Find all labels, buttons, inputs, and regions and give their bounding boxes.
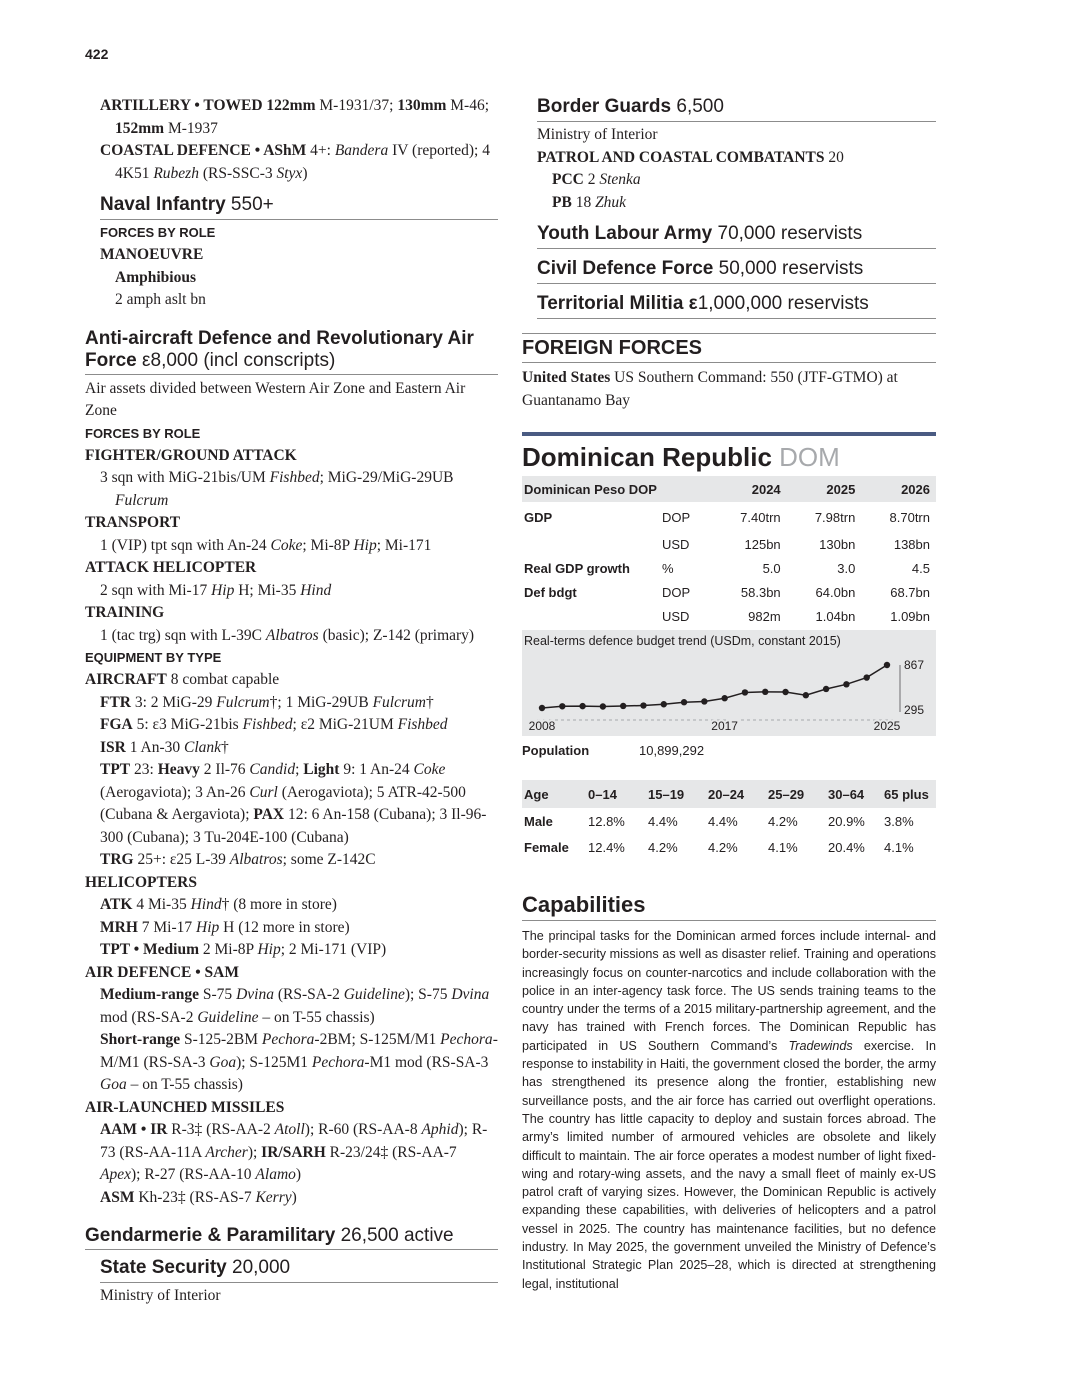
air-defence-category: AIR DEFENCE • SAM bbox=[85, 963, 239, 981]
chart-point bbox=[701, 698, 707, 704]
table-row: Def bdgt DOP 58.3bn 64.0bn 68.7bn bbox=[524, 584, 930, 600]
patrol-category: PATROL AND COASTAL COMBATANTS 20 bbox=[537, 148, 844, 166]
budget-trend-chart bbox=[522, 630, 936, 736]
chart-point bbox=[843, 681, 849, 687]
chart-series-line bbox=[542, 665, 887, 708]
forces-by-role-label: FORCES BY ROLE bbox=[100, 225, 216, 240]
air-launched-missiles-category: AIR-LAUNCHED MISSILES bbox=[85, 1098, 285, 1116]
table-row: Female 12.4% 4.2% 4.2% 4.1% 20.4% 4.1% bbox=[524, 839, 914, 855]
coastal-defence-entry: COASTAL DEFENCE • AShM 4+: Bandera IV (reported); 4 4K51 Rubezh (RS-SSC-3 Styx) bbox=[100, 142, 490, 182]
chart-point bbox=[864, 674, 870, 680]
aircraft-entry: AIRCRAFT 8 combat capable bbox=[85, 671, 280, 688]
chart-x-tick-label: 2017 bbox=[711, 719, 738, 733]
age-table-header: Age 0–14 15–19 20–24 25–29 30–64 65 plus bbox=[522, 780, 936, 808]
chart-point bbox=[803, 692, 809, 698]
heli-mrh-entry: MRH 7 Mi-17 Hip H (12 more in store) bbox=[100, 918, 350, 936]
pcc-entry: PCC 2 Stenka bbox=[552, 171, 641, 188]
chart-point bbox=[661, 701, 667, 707]
page-number: 422 bbox=[85, 46, 109, 62]
transport-unit: 1 (VIP) tpt sqn with An-24 Coke; Mi-8P Hip; Mi-171 bbox=[100, 536, 432, 554]
chart-plot bbox=[522, 630, 936, 736]
amphibious-unit: 2 amph aslt bn bbox=[115, 291, 206, 308]
foreign-forces-entry: United States US Southern Command: 550 (JTF-GTMO) at Guantanamo Bay bbox=[522, 369, 898, 409]
ad-short-entry: Short-range S-125-2BM Pechora-2BM; S-125M/M1 Pechora-M/M1 (RS-SA-3 Goa); S-125M1 Pechora-M1 mod (RS-SA-3 Goa – on T-55 chassis) bbox=[100, 1031, 498, 1093]
chart-point bbox=[620, 703, 626, 709]
chart-point bbox=[579, 703, 585, 709]
left-column bbox=[85, 95, 498, 1308]
chart-point bbox=[782, 689, 788, 695]
heli-atk-entry: ATK 4 Mi-35 Hind† (8 more in store) bbox=[100, 896, 337, 913]
gendarmerie-heading: Gendarmerie & Paramilitary 26,500 active bbox=[85, 1225, 498, 1250]
economic-table-header: Dominican Peso DOP 2024 2025 2026 bbox=[522, 476, 936, 502]
population-row: Population 10,899,292 bbox=[522, 743, 705, 758]
manoeuvre-label: MANOEUVRE bbox=[100, 246, 204, 263]
fga-category: FIGHTER/GROUND ATTACK bbox=[85, 446, 297, 464]
territorial-militia-heading: Territorial Militia ε1,000,000 reservists bbox=[537, 292, 936, 319]
country-title: Dominican Republic DOM bbox=[522, 442, 840, 472]
table-row: GDP DOP 7.40trn 7.98trn 8.70trn bbox=[524, 509, 930, 525]
state-security-heading: State Security 20,000 bbox=[100, 1256, 498, 1283]
chart-point bbox=[823, 686, 829, 692]
table-row: Real GDP growth % 5.0 3.0 4.5 bbox=[524, 560, 930, 576]
heli-tpt-entry: TPT • Medium 2 Mi-8P Hip; 2 Mi-171 (VIP) bbox=[100, 941, 387, 958]
capabilities-text: The principal tasks for the Dominican armed forces include internal- and border-security missions as well as disaster relief. Training and operations increasingly focus on counter-narcotics and include collaboration with the police in an inter-agency task force. The US sends training teams to the country under the terms of a 2015 military-partnership agreement, and the navy has trained with French forces. The Dominican Republic has participated in US Southern Command’s Tradewinds exercise. In response to instability in Haiti, the government closed the border, the army has strengthened its presence along the frontier, establishing new surveillance posts, and the air force has carried out overflight operations. The country has little capacity to deploy and sustain forces abroad. The army’s limited number of armoured vehicles are obsolete and likely difficult to maintain. The air force operates a modest number of light fixed-wing and rotary-wing assets, and the navy a small fleet of mainly ex-US patrol craft of varying sizes. However, the Dominican Republic is actively expanding these capabilities, with deliveries of helicopters and a patrol vessel in 2025. The country has maintenance facilities, but no defence industry. In May 2025, the government unveiled the Ministry of Defence’s Institutional Strategic Plan 2025–28, which is directed at strengthening legal, institutional bbox=[522, 929, 936, 1291]
aam-entry: AAM • IR R-3‡ (RS-AA-2 Atoll); R-60 (RS-AA-8 Aphid); R-73 (RS-AA-11A Archer); IR/SARH R-23/24‡ (RS-AA-7 Apex); R-27 (RS-AA-10 Alamo) bbox=[100, 1121, 488, 1183]
ad-medium-entry: Medium-range S-75 Dvina (RS-SA-2 Guideline); S-75 Dvina mod (RS-SA-2 Guideline – on T-55 chassis) bbox=[100, 986, 490, 1026]
right-column bbox=[522, 95, 936, 1293]
chart-point bbox=[742, 689, 748, 695]
chart-x-tick-label: 2008 bbox=[528, 719, 556, 733]
chart-max-label: 867 bbox=[904, 658, 925, 672]
border-guards-ministry: Ministry of Interior bbox=[537, 126, 658, 143]
artillery-entry: ARTILLERY • TOWED 122mm M-1931/37; 130mm M-46; 152mm M-1937 bbox=[100, 97, 490, 137]
youth-labour-heading: Youth Labour Army 70,000 reservists bbox=[537, 222, 936, 249]
trg-entry: TRG 25+: ε25 L-39 Albatros; some Z-142C bbox=[100, 851, 376, 868]
chart-min-label: 295 bbox=[904, 703, 925, 717]
chart-point bbox=[681, 699, 687, 705]
country-divider bbox=[522, 432, 936, 436]
amphibious-label: Amphibious bbox=[115, 268, 196, 286]
chart-title: Real-terms defence budget trend (USDm, constant 2015) bbox=[524, 634, 841, 648]
fga-unit: 3 sqn with MiG-21bis/UM Fishbed; MiG-29/MiG-29UB Fulcrum bbox=[100, 469, 454, 509]
capabilities-heading: Capabilities bbox=[522, 890, 936, 921]
isr-entry: ISR 1 An-30 Clank† bbox=[100, 738, 229, 756]
economic-table bbox=[522, 476, 936, 628]
chart-point bbox=[559, 703, 565, 709]
chart-x-tick-label: 2025 bbox=[873, 719, 901, 733]
border-guards-heading: Border Guards 6,500 bbox=[537, 95, 936, 122]
civil-defence-heading: Civil Defence Force 50,000 reservists bbox=[537, 257, 936, 284]
pb-entry: PB 18 Zhuk bbox=[552, 193, 627, 211]
chart-point bbox=[721, 695, 727, 701]
fga-entry: FGA 5: ε3 MiG-21bis Fishbed; ε2 MiG-21UM Fishbed bbox=[100, 716, 448, 733]
chart-point bbox=[640, 702, 646, 708]
table-row: Male 12.8% 4.4% 4.4% 4.2% 20.9% 3.8% bbox=[524, 813, 914, 829]
attack-helicopter-category: ATTACK HELICOPTER bbox=[85, 559, 257, 576]
foreign-forces-heading: FOREIGN FORCES bbox=[522, 334, 936, 363]
attack-helicopter-unit: 2 sqn with Mi-17 Hip H; Mi-35 Hind bbox=[100, 581, 332, 599]
air-force-heading: Anti-aircraft Defence and Revolutionary Air Force ε8,000 (incl conscripts) bbox=[85, 328, 498, 375]
asm-entry: ASM Kh-23‡ (RS-AS-7 Kerry) bbox=[100, 1188, 297, 1206]
table-row: USD 125bn 130bn 138bn bbox=[662, 536, 930, 552]
naval-infantry-heading: Naval Infantry 550+ bbox=[100, 193, 498, 220]
chart-point bbox=[539, 705, 545, 711]
equipment-by-type-label: EQUIPMENT BY TYPE bbox=[85, 650, 222, 665]
chart-point bbox=[600, 703, 606, 709]
training-category: TRAINING bbox=[85, 604, 165, 621]
helicopters-category: HELICOPTERS bbox=[85, 873, 197, 891]
age-table bbox=[522, 780, 936, 860]
tpt-entry: TPT 23: Heavy 2 Il-76 Candid; Light 9: 1 An-24 Coke (Aerogaviota); 3 An-26 Curl (Aerogaviota); 5 ATR-42-500 (Cubana & Aergaviota); PAX 12: 6 An-158 (Cubana); 3 Il-96-300 (Cubana); 3 Tu-204E-100 (Cubana) bbox=[100, 761, 487, 846]
chart-point bbox=[884, 662, 890, 668]
training-unit: 1 (tac trg) sqn with L-39C Albatros (basic); Z-142 (primary) bbox=[100, 626, 475, 644]
transport-category: TRANSPORT bbox=[85, 514, 181, 531]
state-security-ministry: Ministry of Interior bbox=[100, 1287, 221, 1304]
chart-point bbox=[762, 689, 768, 695]
air-forces-by-role-label: FORCES BY ROLE bbox=[85, 425, 201, 441]
ftr-entry: FTR 3: 2 MiG-29 Fulcrum†; 1 MiG-29UB Fulcrum† bbox=[100, 693, 434, 711]
table-row: USD 982m 1.04bn 1.09bn bbox=[662, 608, 930, 624]
air-force-description: Air assets divided between Western Air Zone and Eastern Air Zone bbox=[85, 379, 466, 419]
